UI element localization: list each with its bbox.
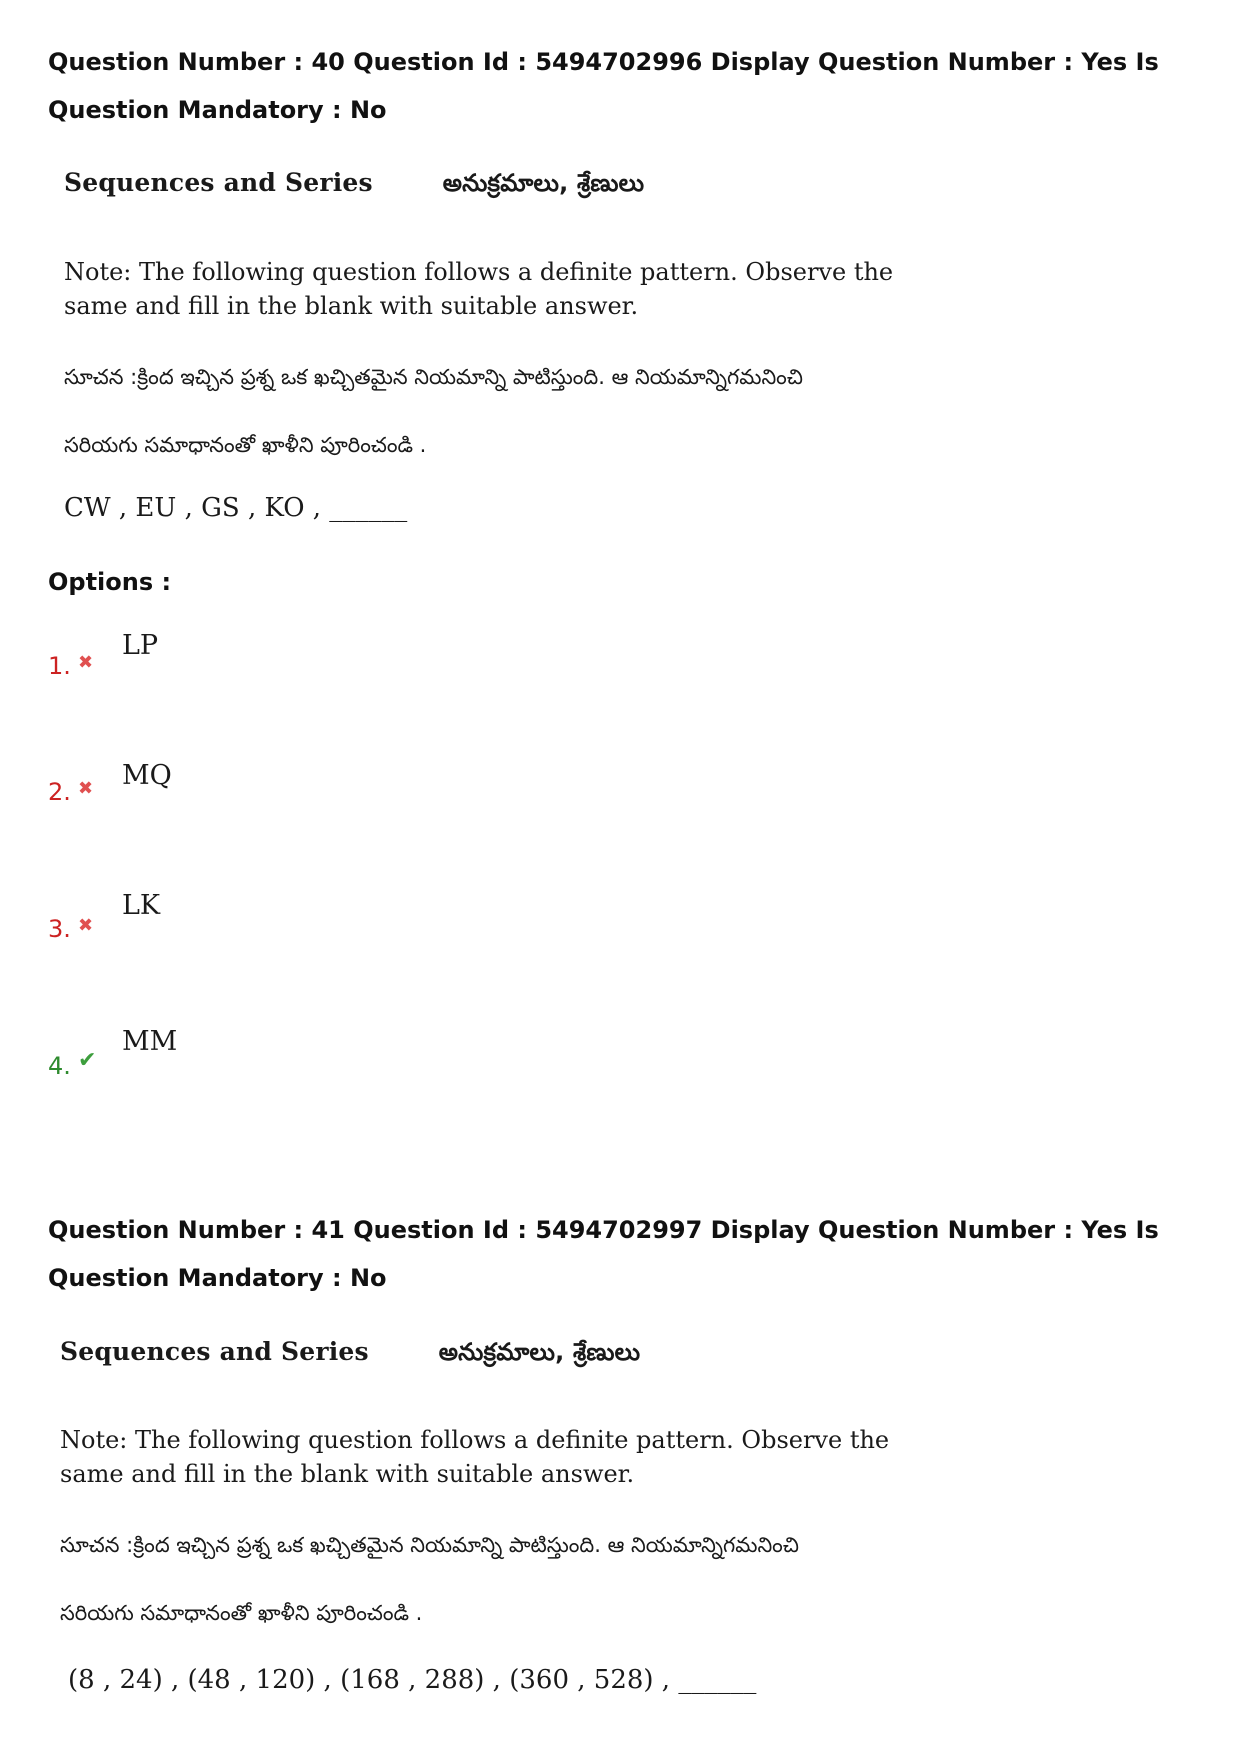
option-1-number: 1.	[48, 652, 71, 680]
option-2-number: 2.	[48, 778, 71, 806]
options-label: Options :	[48, 568, 172, 596]
option-1-text[interactable]: LP	[122, 630, 159, 661]
check-icon: ✔	[78, 1048, 97, 1073]
question-40-note-telugu-line2: సరియగు సమాధానంతో ఖాళీని పూరించండి .	[64, 433, 427, 457]
option-3-number: 3.	[48, 915, 71, 943]
question-41-subject	[60, 1337, 640, 1372]
option-2-text[interactable]: MQ	[122, 760, 172, 791]
question-40-note-english: Note: The following question follows a definite pattern. Observe the same and fill in the blank with suitable answer.	[64, 258, 894, 320]
question-41-note-english: Note: The following question follows a definite pattern. Observe the same and fill in the blank with suitable answer.	[60, 1426, 890, 1488]
question-41-note-telugu-line2: సరియగు సమాధానంతో ఖాళీని పూరించండి .	[60, 1601, 423, 1625]
question-40-header: Question Number : 40 Question Id : 5494702996 Display Question Number : Yes Is Question Mandatory : No	[48, 48, 1159, 124]
question-41-header: Question Number : 41 Question Id : 5494702997 Display Question Number : Yes Is Question Mandatory : No	[48, 1216, 1159, 1292]
option-4-text[interactable]: MM	[122, 1026, 178, 1057]
question-41-sequence: (8 , 24) , (48 , 120) , (168 , 288) , (360 , 528) , ______	[68, 1665, 757, 1695]
question-40-note-telugu-line1: సూచన :క్రింద ఇచ్చిన ప్రశ్న ఒక ఖచ్చితమైన నియమాన్ని పాటిస్తుంది. ఆ నియమాన్నిగమనించి	[64, 365, 803, 389]
subject-telugu: అనుక్రమాలు, శ్రేణులు	[438, 1338, 641, 1366]
question-41-note-telugu-line1: సూచన :క్రింద ఇచ్చిన ప్రశ్న ఒక ఖచ్చితమైన నియమాన్ని పాటిస్తుంది. ఆ నియమాన్నిగమనించి	[60, 1533, 799, 1557]
question-40-sequence: CW , EU , GS , KO , ______	[64, 493, 408, 523]
subject-english: Sequences and Series	[64, 168, 373, 197]
option-4-number: 4.	[48, 1052, 71, 1080]
subject-telugu: అనుక్రమాలు, శ్రేణులు	[442, 169, 645, 197]
cross-icon: ✖	[78, 915, 94, 936]
cross-icon: ✖	[78, 778, 94, 799]
question-40-subject	[64, 168, 644, 203]
subject-english: Sequences and Series	[60, 1337, 369, 1366]
cross-icon: ✖	[78, 652, 94, 673]
option-3-text[interactable]: LK	[122, 890, 161, 921]
